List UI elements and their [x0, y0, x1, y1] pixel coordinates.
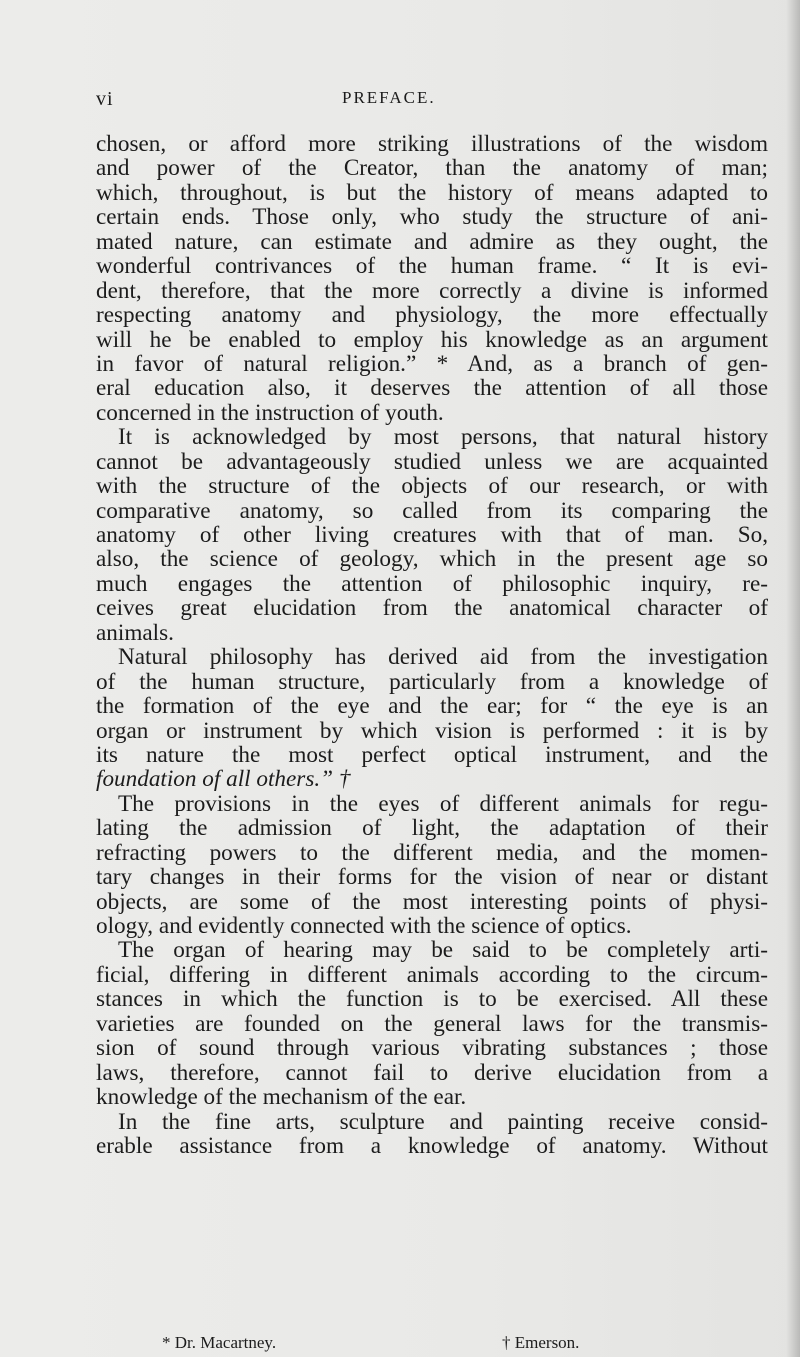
text-line: its nature the most perfect optical instrument, and the — [96, 741, 768, 768]
running-title: PREFACE. — [342, 88, 436, 107]
text-line: ceives great elucidation from the anatomical character of — [96, 595, 768, 622]
footnote-macartney: * Dr. Macartney. — [162, 1333, 277, 1352]
text-line: of the human structure, particularly from a knowledge of — [96, 668, 768, 695]
text-line: varieties are founded on the general laws for the transmis- — [96, 1010, 768, 1037]
text-line: objects, are some of the most interesting points of physi- — [96, 888, 768, 915]
text-line: much engages the attention of philosophic inquiry, re- — [96, 570, 768, 597]
text-line: The provisions in the eyes of different animals for regu- — [118, 790, 768, 817]
text-line: mated nature, can estimate and admire as they ought, the — [96, 228, 768, 255]
text-line: ficial, differing in different animals according to the circum- — [96, 961, 768, 988]
text-line: animals. — [96, 619, 174, 646]
text-line: which, throughout, is but the history of means adapted to — [96, 179, 768, 206]
text-line: foundation of all others.” † — [96, 766, 351, 793]
text-line: erable assistance from a knowledge of anatomy. Without — [96, 1132, 768, 1159]
footnotes — [162, 1333, 662, 1355]
text-line: stances in which the function is to be exercised. All these — [96, 986, 768, 1013]
body-text — [96, 132, 768, 1158]
page-edge-shadow — [786, 0, 800, 1357]
text-line: refracting powers to the different media, and the momen- — [96, 839, 768, 866]
text-line: knowledge of the mechanism of the ear. — [96, 1084, 467, 1111]
text-line: and power of the Creator, than the anatomy of man; — [96, 155, 768, 182]
text-line: The organ of hearing may be said to be completely arti- — [118, 937, 768, 964]
text-line: sion of sound through various vibrating substances ; those — [96, 1035, 768, 1062]
text-line: dent, therefore, that the more correctly a divine is informed — [96, 277, 768, 304]
text-line: laws, therefore, cannot fail to derive elucidation from a — [96, 1059, 768, 1086]
text-line: anatomy of other living creatures with that of man. So, — [96, 522, 768, 548]
text-line: tary changes in their forms for the vision of near or distant — [96, 864, 768, 891]
text-line: cannot be advantageously studied unless we are acquainted — [96, 448, 768, 475]
text-line: In the fine arts, sculpture and painting receive consid- — [118, 1108, 768, 1135]
text-line: comparative anatomy, so called from its comparing the — [96, 497, 768, 524]
text-line: certain ends. Those only, who study the structure of ani- — [96, 204, 768, 231]
text-line: eral education also, it deserves the attention of all those — [96, 375, 768, 402]
text-line: It is acknowledged by most persons, that natural history — [118, 424, 768, 451]
text-line: the formation of the eye and the ear; for “ the eye is an — [96, 693, 768, 720]
page-header — [96, 88, 740, 116]
text-line: concerned in the instruction of youth. — [96, 399, 444, 426]
text-line: Natural philosophy has derived aid from the investigation — [118, 644, 768, 671]
text-line: in favor of natural religion.” * And, as a branch of gen- — [96, 350, 768, 377]
text-line: chosen, or afford more striking illustrations of the wisdom — [96, 131, 768, 157]
text-line: organ or instrument by which vision is performed : it is by — [96, 717, 768, 744]
text-line: respecting anatomy and physiology, the more effectually — [96, 302, 768, 329]
text-line: lating the admission of light, the adaptation of their — [96, 815, 768, 842]
text-line: wonderful contrivances of the human frame. “ It is evi- — [96, 253, 768, 280]
text-line: ology, and evidently connected with the science of optics. — [96, 913, 632, 939]
text-line: will he be enabled to employ his knowledge as an argument — [96, 326, 768, 353]
text-line: with the structure of the objects of our research, or with — [96, 473, 768, 500]
page-number: vi — [96, 88, 114, 110]
text-line: also, the science of geology, which in the present age so — [96, 546, 768, 573]
footnote-emerson: † Emerson. — [502, 1333, 580, 1352]
